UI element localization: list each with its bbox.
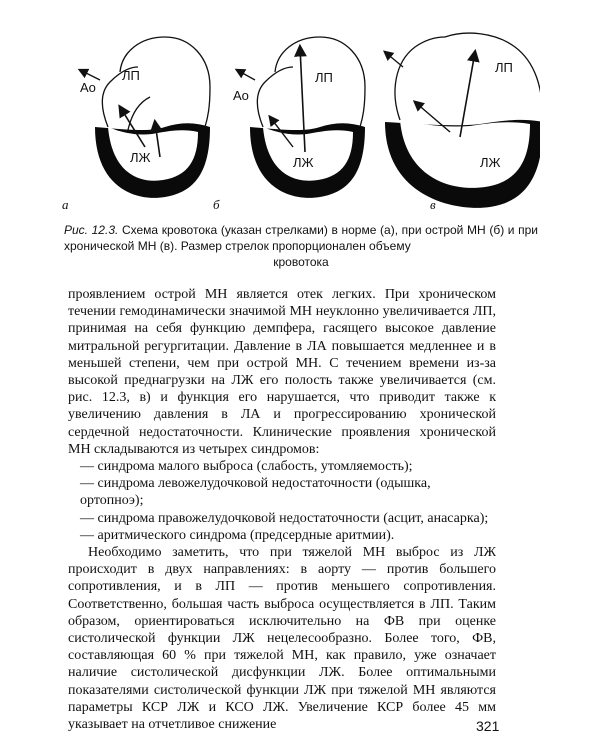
figure-12-3 xyxy=(60,12,540,217)
label-ao-a: Ао xyxy=(80,80,96,95)
label-ao-b: Ао xyxy=(233,88,249,103)
label-la-a: ЛП xyxy=(122,68,140,83)
list-item: — синдрома левожелудочковой недостаточности (одышка, ортопноэ); xyxy=(80,476,431,509)
body-text xyxy=(68,286,496,733)
label-lv-a: ЛЖ xyxy=(130,150,151,165)
paragraph-1: проявлением острой МН является отек легких. При хроническом течении гемодинамически значимой МН неуклонно увеличивается ЛП, принимая на себя функцию демпфера, гасящего высокое давление митральной регургитации. Давление в ЛА повышается медленнее и в меньшей степени, чем при острой МН. С течением времени из-за высокой преднагрузки на ЛЖ его полость также увеличивается (см. рис. 12.3, в) и функция его нарушается, что приводит также к увеличению давления в ЛА и прогрессированию хронической сердечной недостаточности. Клинические проявления хронической МН складываются из четырех синдромов: xyxy=(68,287,496,457)
panel-letter-b: б xyxy=(213,197,220,212)
label-la-b: ЛП xyxy=(315,70,333,85)
heart-diagrams xyxy=(60,12,540,217)
page-number: 321 xyxy=(476,718,500,734)
caption-line-1: Схема кровотока (указан стрелками) в норме (а), при острой xyxy=(121,223,464,237)
label-lv-b: ЛЖ xyxy=(293,155,314,170)
caption-line-3: кровотока xyxy=(273,255,329,269)
panel-c-chronic xyxy=(385,33,540,212)
list-item: — синдрома правожелудочковой недостаточности (асцит, анасарка); xyxy=(80,510,489,526)
label-lv-c: ЛЖ xyxy=(480,155,501,170)
panel-b-acute xyxy=(213,37,365,212)
caption-line-2: МН (б) и при хронической МН (в). Размер стрелок пропорционален объему xyxy=(64,223,539,253)
panel-letter-c: в xyxy=(430,197,436,212)
label-la-c: ЛП xyxy=(495,60,513,75)
figure-caption xyxy=(64,222,538,270)
panel-a-normal xyxy=(62,37,210,212)
figure-label: Рис. 12.3. xyxy=(64,223,119,237)
list-item: — аритмического синдрома (предсердные аритмии). xyxy=(80,527,395,543)
paragraph-2: Необходимо заметить, что при тяжелой МН выброс из ЛЖ происходит в двух направлениях: в аорту — против большего сопротивления, и в ЛП — против меньшего сопротивления. Соответственно, большая часть выброса осуществляется в ЛП. Таким образом, ориентироваться исключительно на ФВ при оценке систолической функции ЛЖ нецелесообразно. Более того, ФВ, составляющая 60 % при тяжелой МН, как правило, уже означает наличие систолической дисфункции ЛЖ. Более оптимальными показателями систолической функции ЛЖ при тяжелой МН являются параметры КСР ЛЖ и КСО ЛЖ. Увеличение КСР более 45 мм указывает на отчетливое снижение xyxy=(68,545,496,733)
list-item: — синдрома малого выброса (слабость, утомляемость); xyxy=(80,459,413,475)
panel-letter-a: а xyxy=(62,197,69,212)
